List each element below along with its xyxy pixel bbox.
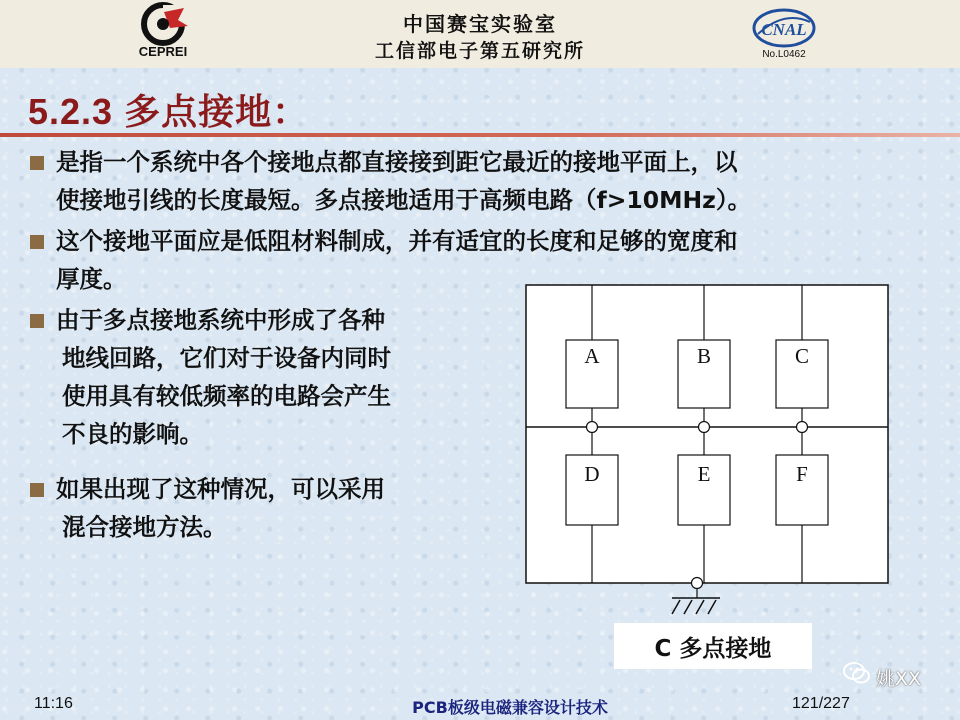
cnal-number: No.L0462 <box>762 49 806 60</box>
bullet-square-icon <box>30 483 44 497</box>
diagram-frame <box>526 285 888 583</box>
paragraph-3 <box>56 301 391 453</box>
footer-course-title: PCB板级电磁兼容设计技术 <box>412 698 608 717</box>
paragraph-1-line-2: 使接地引线的长度最短。多点接地适用于高频电路（f>10MHz）。 <box>56 186 752 214</box>
paragraph-1 <box>56 143 751 219</box>
earth-hatch-icon <box>668 598 728 618</box>
ceprei-logo-text: CEPREI <box>138 44 188 59</box>
paragraph-2-line-1: 这个接地平面应是低阻材料制成，并有适宜的长度和足够的宽度和 <box>56 227 738 255</box>
org-name-line2: 工信部电子第五研究所 <box>374 40 585 62</box>
footer-page-number: 121/227 <box>792 695 850 712</box>
paragraph-3-line-4: 不良的影响。 <box>62 420 203 448</box>
bullet-square-icon <box>30 235 44 249</box>
earth-node <box>692 578 703 589</box>
cnal-logo-text: CNAL <box>761 20 807 39</box>
bullet-square-icon <box>30 156 44 170</box>
footer-time: 11:16 <box>34 695 73 712</box>
ground-node-a <box>587 422 598 433</box>
title-underline <box>0 133 960 137</box>
box-f-label: F <box>796 462 808 486</box>
box-e-label: E <box>697 462 711 486</box>
bullet-square-icon <box>30 314 44 328</box>
paragraph-1-line-1: 是指一个系统中各个接地点都直接接到距它最近的接地平面上，以 <box>56 148 738 176</box>
paragraph-3-line-1: 由于多点接地系统中形成了各种 <box>56 306 385 334</box>
paragraph-4 <box>56 470 385 546</box>
box-d-label: D <box>584 462 600 486</box>
ground-node-c <box>797 422 808 433</box>
paragraph-4-line-2: 混合接地方法。 <box>62 513 227 541</box>
slide-title: 5.2.3 多点接地： <box>28 91 310 132</box>
wechat-icon <box>842 660 872 686</box>
diagram-caption: C 多点接地 <box>654 636 772 662</box>
box-a-label: A <box>584 344 600 368</box>
multipoint-grounding-diagram <box>520 280 900 600</box>
org-name-line1: 中国赛宝实验室 <box>403 12 557 36</box>
box-c-label: C <box>794 344 810 368</box>
watermark-text: 姚XX <box>876 668 922 690</box>
paragraph-2-line-2: 厚度。 <box>56 265 127 293</box>
paragraph-4-line-1: 如果出现了这种情况，可以采用 <box>56 475 385 503</box>
box-b-label: B <box>696 344 712 368</box>
paragraph-3-line-3: 使用具有较低频率的电路会产生 <box>62 382 391 410</box>
ground-node-b <box>699 422 710 433</box>
paragraph-3-line-2: 地线回路，它们对于设备内同时 <box>62 344 391 372</box>
slide-header <box>0 0 960 68</box>
